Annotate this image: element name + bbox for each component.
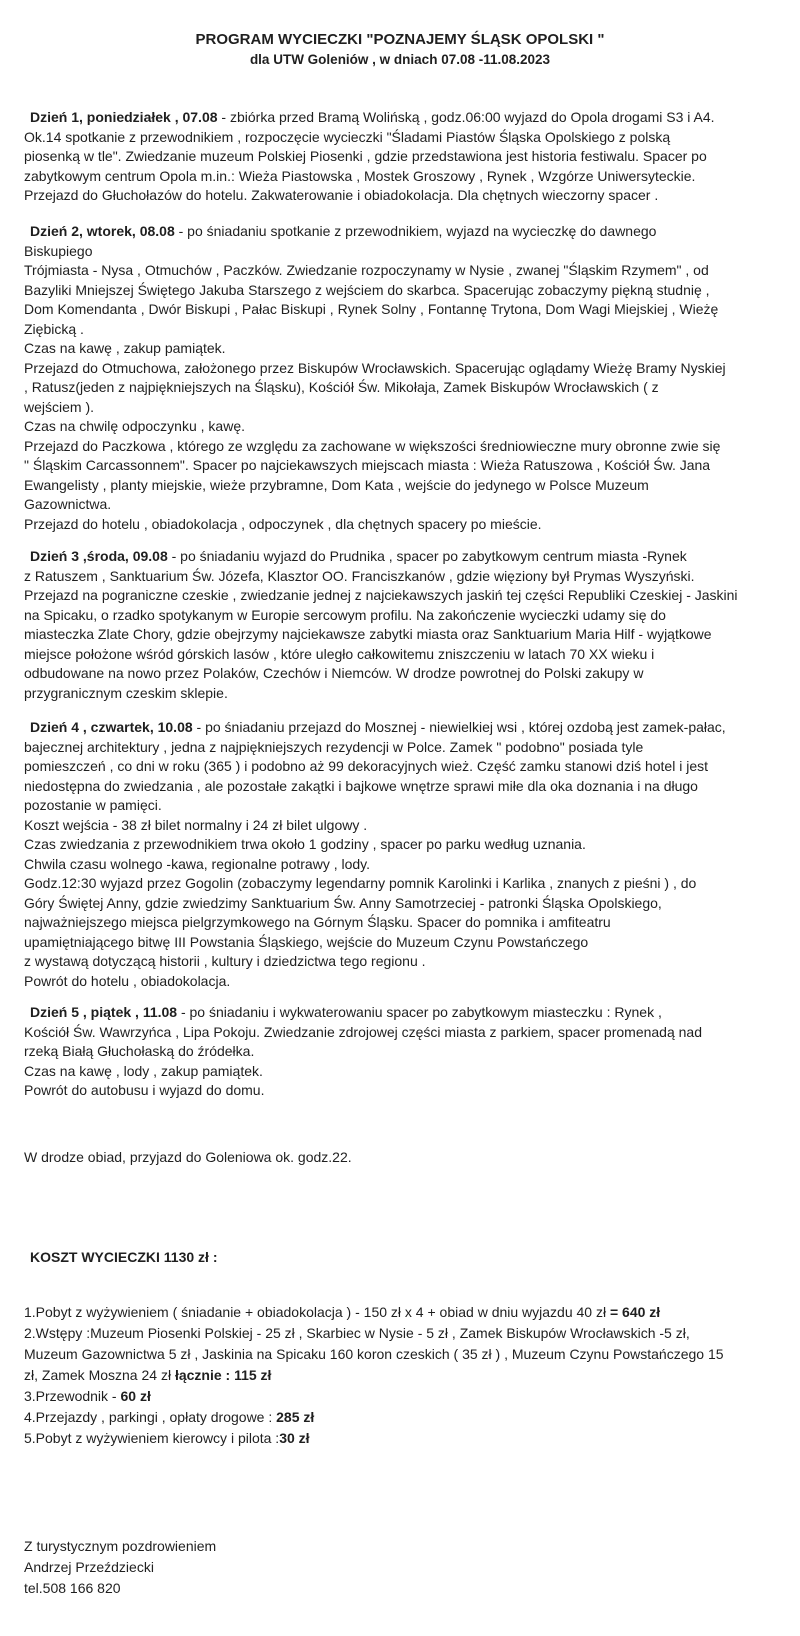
day-1-section xyxy=(24,108,784,206)
day-2-line: Bazyliki Mniejszej Świętego Jakuba Starszego z wejściem do skarbca. Spacerując zobaczymy piękną studnię , xyxy=(24,281,710,298)
day-2-line: Czas na kawę , zakup pamiątek. xyxy=(24,340,226,356)
day-2-line: Przejazd do Otmuchowa, założonego przez Biskupów Wrocławskich. Spacerując oglądamy Wieżę Bramy Nyskiej xyxy=(24,359,726,376)
day-4-line: niedostępna do zwiedzania , ale pozostałe zakątki i bajkowe wnętrze sprawi miłe dla oka doznania i na długo xyxy=(24,777,698,794)
day-2-line: Ziębicką . xyxy=(24,320,84,337)
day-4-line: - po śniadaniu przejazd do Mosznej - niewielkiej wsi , której ozdobą jest zamek-pałac, xyxy=(192,719,726,735)
day-2-line: wejściem ). xyxy=(24,398,95,415)
cost-item-5: 5.Pobyt z wyżywieniem kierowcy i pilota :30 zł xyxy=(24,1430,310,1446)
day-4-line: najważniejszego miejsca pielgrzymkowego na Górnym Śląsku. Spacer do pomnika i amfiteatru xyxy=(24,914,611,930)
day-2-line: Gazownictwa. xyxy=(24,496,112,512)
day-4-line: Koszt wejścia - 38 zł bilet normalny i 24 zł bilet ulgowy . xyxy=(24,816,368,833)
day-2-line: Biskupiego xyxy=(24,242,93,259)
day-5-line: Kościół Św. Wawrzyńca , Lipa Pokoju. Zwiedzanie zdrojowej części miasta z parkiem, spacer promenadą nad xyxy=(24,1023,703,1040)
day-3-line: przygranicznym czeskim sklepie. xyxy=(24,684,228,701)
day-5-heading: Dzień 5 , piątek , 11.08 xyxy=(30,1004,178,1020)
cost-item-2-line-1: 2.Wstępy :Muzeum Piosenki Polskiej - 25 zł , Skarbiec w Nysie - 5 zł , Zamek Biskupów Wrocławskich -5 zł, xyxy=(24,1325,690,1341)
day-2-line: Przejazd do hotelu , obiadokolacja , odpoczynek , dla chętnych spacery po mieście. xyxy=(24,515,542,532)
return-note-text: W drodze obiad, przyjazd do Goleniowa ok. godz.22. xyxy=(24,1149,352,1165)
day-2-section xyxy=(24,222,784,534)
day-2-line: Ewangelisty , planty miejskie, wieże przybramne, Dom Kata , wejście do jedynego w Polsce Muzeum xyxy=(24,476,649,493)
day-3-line: na Spicaku, o rzadko spotykanym w Europie sercowym profilu. Na zakończenie wycieczki udamy się do xyxy=(24,606,666,623)
day-4-line: pozostanie w pamięci. xyxy=(24,797,162,813)
day-5-line: Czas na kawę , lody , zakup pamiątek. xyxy=(24,1062,263,1079)
day-4-line: upamiętniającego bitwę III Powstania Śląskiego, wejście do Muzeum Czynu Powstańczego xyxy=(24,933,589,950)
cost-heading-block xyxy=(24,1247,784,1267)
day-3-line: Przejazd na pograniczne czeskie , zwiedzanie jednej z najciekawszych jaskiń tej części Republiki Czeskiej - Jaskini xyxy=(24,587,738,603)
cost-item-2-line-2: Muzeum Gazownictwa 5 zł , Jaskinia na Spicaku 160 koron czeskich ( 35 zł ) , Muzeum Czynu Powstańczego 15 xyxy=(24,1346,724,1362)
day-2-line: Przejazd do Paczkowa , którego ze względu za zachowane w większości średniowieczne mury obronne zwie się xyxy=(24,437,721,454)
day-3-line: - po śniadaniu wyjazd do Prudnika , spacer po zabytkowym centrum miasta -Rynek xyxy=(167,548,687,564)
cost-item-1: 1.Pobyt z wyżywieniem ( śniadanie + obiadokolacja ) - 150 zł x 4 + obiad w dniu wyjazdu 40 zł = 640 zł xyxy=(24,1304,661,1320)
day-2-line: , Ratusz(jeden z najpiękniejszych na Śląsku), Kościół Św. Mikołaja, Zamek Biskupów Wrocławskich ( z xyxy=(24,379,659,395)
signature-phone: tel.508 166 820 xyxy=(24,1580,121,1596)
day-5-section xyxy=(24,1003,784,1101)
day-2-line: Czas na chwilę odpoczynku , kawę. xyxy=(24,418,245,434)
document-title: PROGRAM WYCIECZKI "POZNAJEMY ŚLĄSK OPOLSKI " xyxy=(195,31,605,48)
day-5-line: Powrót do autobusu i wyjazd do domu. xyxy=(24,1082,265,1098)
day-3-heading: Dzień 3 ,środa, 09.08 xyxy=(30,548,168,564)
cost-heading: KOSZT WYCIECZKI 1130 zł : xyxy=(30,1249,218,1265)
day-4-line: bajecznej architektury , jedna z najpiękniejszych rezydencji w Polce. Zamek " podobno" posiada tyle xyxy=(24,738,644,755)
day-3-section xyxy=(24,547,784,703)
cost-item-4: 4.Przejazdy , parkingi , opłaty drogowe : 285 zł xyxy=(24,1409,315,1425)
day-3-line: odbudowane na nowo przez Polaków, Czechów i Niemców. W drodze powrotnej do Polski zakupy w xyxy=(24,665,644,681)
day-2-heading: Dzień 2, wtorek, 08.08 xyxy=(30,223,175,239)
day-1-line: - zbiórka przed Bramą Wolińską , godz.06:00 wyjazd do Opola drogami S3 i A4. xyxy=(217,109,715,125)
day-1-line: Ok.14 spotkanie z przewodnikiem , rozpoczęcie wycieczki "Śladami Piastów Śląska Opolskiego z polską xyxy=(24,128,671,145)
day-2-line: Dom Komendanta , Dwór Biskupi , Pałac Biskupi , Rynek Solny , Fontannę Trytona, Dom Wagi Miejskiej , Wieżę xyxy=(24,301,719,317)
day-5-line: rzeką Białą Głuchołaską do źródełka. xyxy=(24,1043,255,1059)
cost-item-2-line-3: zł, Zamek Moszna 24 zł łącznie : 115 zł xyxy=(24,1367,272,1383)
signature-greeting: Z turystycznym pozdrowieniem xyxy=(24,1538,217,1554)
day-4-line: Godz.12:30 wyjazd przez Gogolin (zobaczymy legendarny pomnik Karolinki i Karlika , znanych z pieśni ) , do xyxy=(24,875,697,891)
day-4-line: Czas zwiedzania z przewodnikiem trwa około 1 godziny , spacer po parku według uznania. xyxy=(24,836,586,852)
day-4-line: Powrót do hotelu , obiadokolacja. xyxy=(24,972,231,989)
day-4-line: z wystawą dotyczącą historii , kultury i dziedzictwa tego regionu . xyxy=(24,953,426,969)
day-3-line: z Ratuszem , Sanktuarium Św. Józefa, Klasztor OO. Franciszkanów , gdzie więziony był Prymas Wyszyński. xyxy=(24,567,695,584)
title-block xyxy=(0,30,800,70)
day-1-line: zabytkowym centrum Opola m.in.: Wieża Piastowska , Mostek Groszowy , Rynek , Wzgórze Uniwersyteckie. xyxy=(24,167,696,184)
day-5-line: - po śniadaniu i wykwaterowaniu spacer po zabytkowym miasteczku : Rynek , xyxy=(177,1004,662,1020)
signature-block xyxy=(24,1536,784,1599)
day-1-line: piosenką w tle". Zwiedzanie muzeum Polskiej Piosenki , gdzie przedstawiona jest historia festiwalu. Spacer po xyxy=(24,148,707,164)
document-subtitle: dla UTW Goleniów , w dniach 07.08 -11.08.2023 xyxy=(249,52,551,67)
signature-name: Andrzej Przeździecki xyxy=(24,1559,154,1575)
day-3-line: miejsce położone wśród górskich lasów , które uległo całkowitemu zniszczeniu w latach 70 XX wieku i xyxy=(24,645,655,662)
day-2-line: Trójmiasta - Nysa , Otmuchów , Paczków. Zwiedzanie rozpoczynamy w Nysie , zwanej "Śląskim Rzymem" , od xyxy=(24,262,709,278)
day-2-line: " Śląskim Carcassonnem". Spacer po najciekawszych miejscach miasta : Wieża Ratuszowa , Kościół Św. Jana xyxy=(24,457,711,473)
day-3-line: miasteczka Zlate Chory, gdzie obejrzymy najciekawsze zabytki miasta oraz Sanktuarium Maria Hilf - wyjątkowe xyxy=(24,626,712,642)
cost-list xyxy=(24,1302,784,1449)
day-2-line: - po śniadaniu spotkanie z przewodnikiem, wyjazd na wycieczkę do dawnego xyxy=(174,223,657,239)
day-1-line: Przejazd do Głuchołazów do hotelu. Zakwaterowanie i obiadokolacja. Dla chętnych wieczorny spacer . xyxy=(24,187,659,203)
day-4-heading: Dzień 4 , czwartek, 10.08 xyxy=(30,719,193,735)
day-4-section xyxy=(24,718,784,991)
day-1-heading: Dzień 1, poniedziałek , 07.08 xyxy=(30,109,218,125)
return-note xyxy=(24,1147,784,1167)
day-4-line: pomieszczeń , co dni w roku (365 ) i podobno aż 99 dekoracyjnych wież. Część zamku stanowi dziś hotel i jest xyxy=(24,758,708,774)
cost-item-3: 3.Przewodnik - 60 zł xyxy=(24,1388,151,1404)
day-4-line: Chwila czasu wolnego -kawa, regionalne potrawy , lody. xyxy=(24,855,371,872)
day-4-line: Góry Świętej Anny, gdzie zwiedzimy Sanktuarium Św. Anny Samotrzeciej - patronki Śląska Opolskiego, xyxy=(24,894,662,911)
